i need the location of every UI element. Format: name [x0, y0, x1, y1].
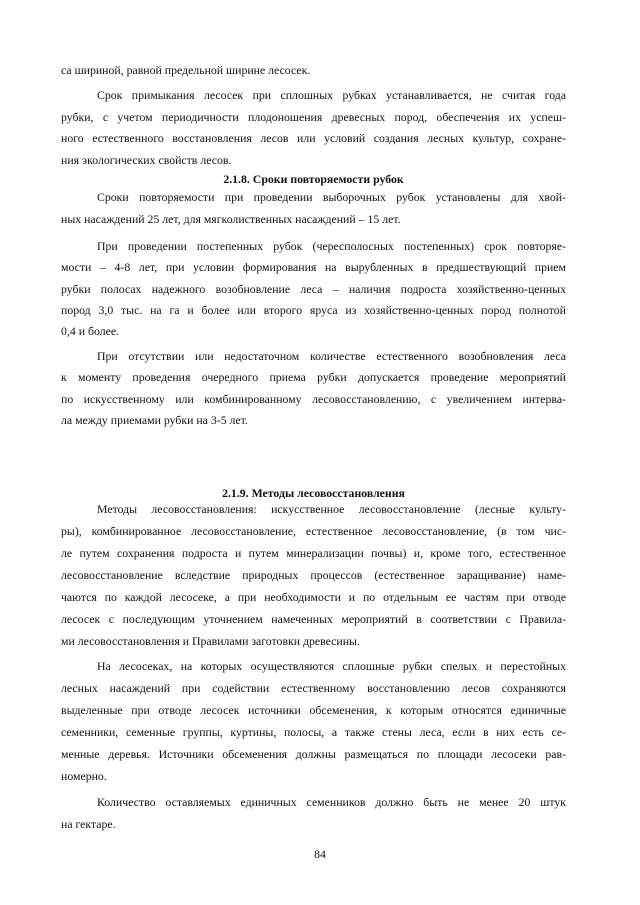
text-line: Методы лесовосстановления: искусственное лесовосстановление (лесные культу-: [97, 502, 566, 516]
text-line: чаются по каждой лесосеке, а при необходимости и по отдельным ее частям при отводе: [61, 590, 566, 604]
text-line: 0,4 и более.: [61, 324, 120, 338]
text-line: ных насаждений 25 лет, для мягколиственных насаждений – 15 лет.: [61, 212, 401, 226]
text-line: При проведении постепенных рубок (чересполосных постепенных) срок повторяе-: [97, 239, 566, 253]
text-line: выделенные при отводе лесосек источники обсеменения, к которым относятся единичные: [61, 703, 566, 717]
text-line: лесовосстановление вследствие природных процессов (естественное заращивание) наме-: [61, 568, 566, 582]
text-line: к моменту проведения очередного приема рубки допускается проведение мероприятий: [61, 370, 566, 384]
text-line: рубки полосах надежного возобновление леса – наличия подроста хозяйственно-ценных: [61, 282, 566, 296]
text-line: ле путем сохранения подроста и путем минерализации почвы) и, кроме того, естественное: [61, 546, 566, 560]
text-line: ми лесовосстановления и Правилами заготовки древесины.: [61, 634, 360, 648]
text-line: лесных насаждений при содействии естественному восстановлению лесов сохраняются: [61, 681, 566, 695]
text-line: Количество оставляемых единичных семенников должно быть не менее 20 штук: [97, 795, 566, 809]
text-line: ла между приемами рубки на 3-5 лет.: [61, 413, 248, 427]
text-line: на гектаре.: [61, 817, 116, 831]
section-heading-2-1-9: 2.1.9. Методы лесовосстановления: [222, 486, 405, 500]
text-line: са шириной, равной предельной ширине лесосек.: [61, 63, 311, 77]
text-line: Срок примыкания лесосек при сплошных рубках устанавливается, не считая года: [97, 88, 566, 102]
text-line: лесосек с последующим уточнением намеченных мероприятий в соответствии с Правила-: [61, 612, 566, 626]
text-line: пород 3,0 тыс. на га и более или второго яруса из хозяйственно-ценных пород полнотой: [61, 303, 566, 317]
text-line: ного естественного восстановления лесов или условий создания лесных культур, сохране-: [61, 131, 566, 145]
page-number: 84: [314, 847, 326, 861]
text-line: по искусственному или комбинированному лесовосстановлению, с увеличением интерва-: [61, 392, 566, 406]
text-line: менные деревья. Источники обсеменения должны размещаться по площади лесосеки рав-: [61, 747, 566, 761]
text-line: номерно.: [61, 769, 107, 783]
text-line: При отсутствии или недостаточном количестве естественного возобновления леса: [97, 349, 566, 363]
text-line: Сроки повторяемости при проведении выборочных рубок установлены для хвой-: [97, 190, 566, 204]
text-line: ния экологических свойств лесов.: [61, 153, 232, 167]
text-line: На лесосеках, на которых осуществляются сплошные рубки спелых и перестойных: [97, 659, 566, 673]
text-line: мости – 4-8 лет, при условии формирования на вырубленных в предшествующий прием: [61, 260, 566, 274]
text-line: рубки, с учетом периодичности плодоношения древесных пород, обеспечения их успеш-: [61, 110, 566, 124]
text-line: семенники, семенные группы, куртины, полосы, а также стены леса, если в них есть се-: [61, 725, 566, 739]
section-heading-2-1-8: 2.1.8. Сроки повторяемости рубок: [223, 172, 404, 186]
text-line: ры), комбинированное лесовосстановление, естественное лесовосстановление, (в том чис-: [61, 524, 566, 538]
